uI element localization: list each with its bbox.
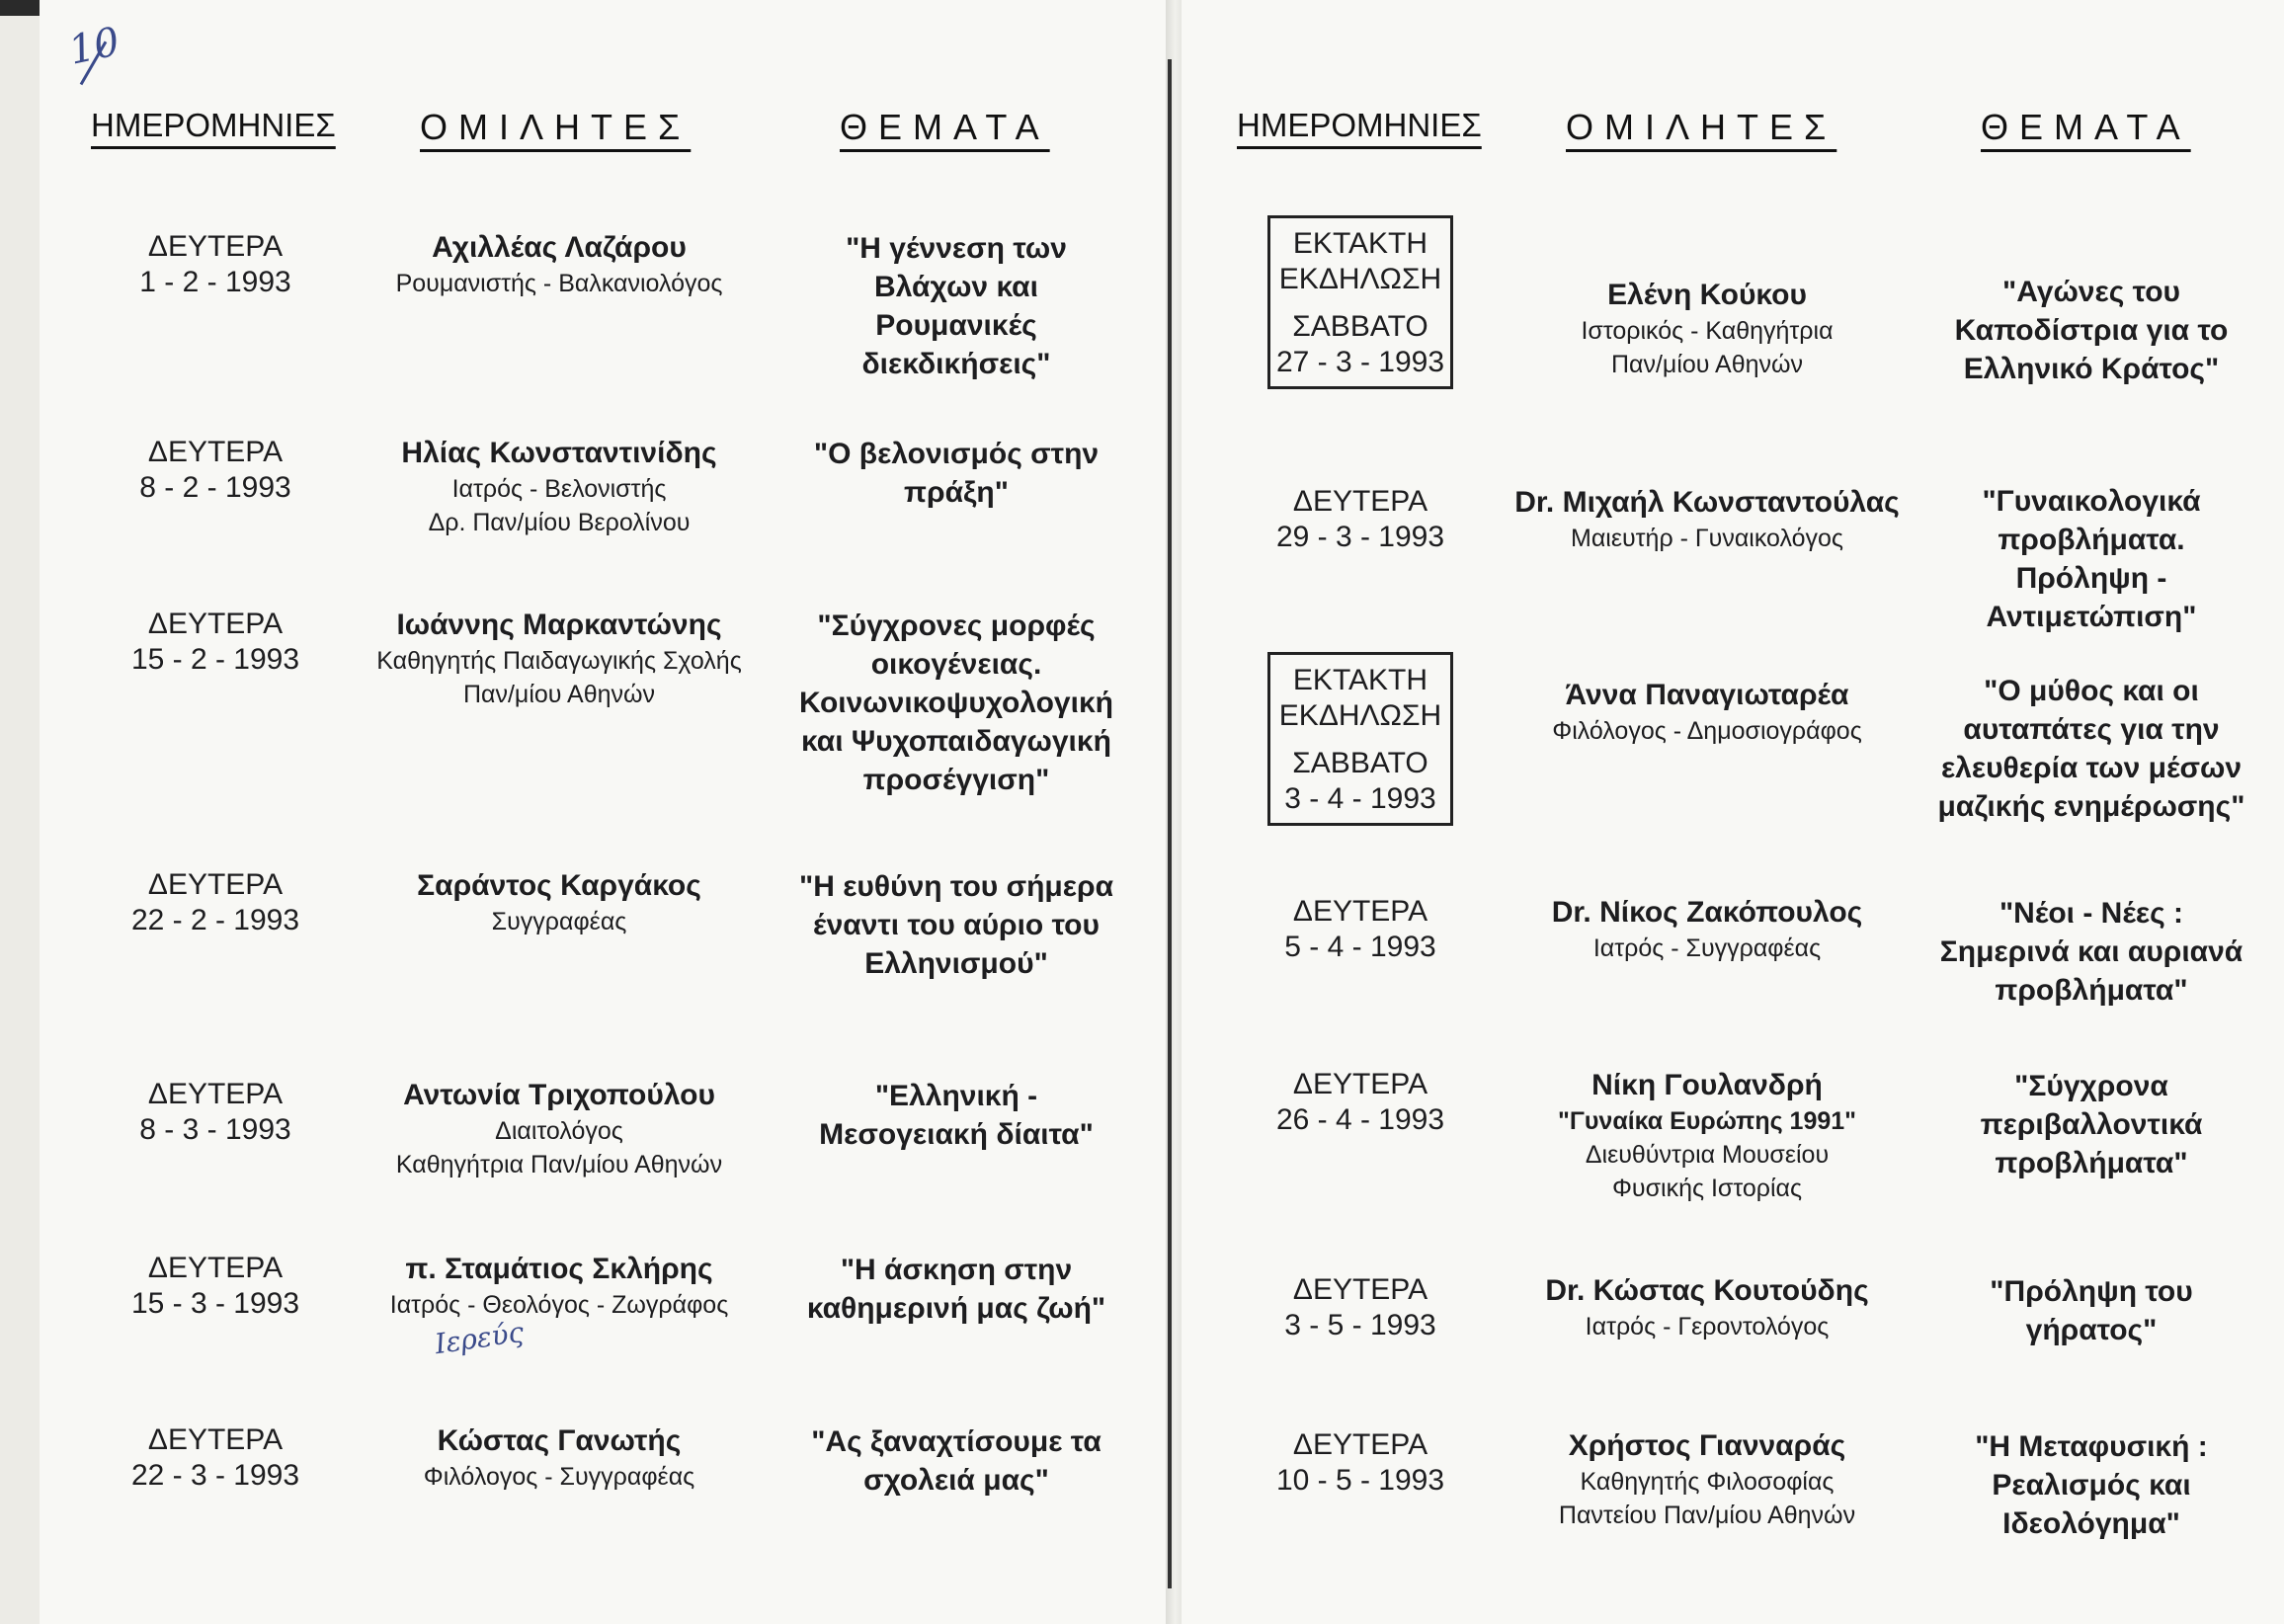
event-day: ΔΕΥΤΕΡΑ xyxy=(147,436,284,468)
speaker-name: Κώστας Γανωτής xyxy=(437,1424,682,1457)
speaker-block xyxy=(424,1422,694,1494)
spacer xyxy=(1270,297,1450,309)
speaker-block xyxy=(1552,894,1863,965)
speaker-role: Παν/μίου Αθηνών xyxy=(1610,351,1804,378)
handwritten-page-number: 10 xyxy=(64,19,124,74)
topic-block xyxy=(1938,672,2245,826)
event-date-block xyxy=(131,867,299,938)
topic-line: "Ας ξαναχτίσουμε τα xyxy=(811,1425,1101,1458)
special-event-box xyxy=(1267,652,1453,826)
event-date-block xyxy=(1276,484,1444,555)
event-date-block xyxy=(131,1251,299,1322)
topic-line: αυταπάτες για την xyxy=(1963,713,2220,746)
speaker-name: Dr. Κώστας Κουτούδης xyxy=(1545,1274,1869,1307)
speaker-name: Νίκη Γουλανδρή xyxy=(1591,1069,1823,1101)
topic-line: "Η Μεταφυσική : xyxy=(1975,1430,2208,1463)
topic-line: Καποδίστρια για το xyxy=(1954,314,2229,347)
topic-block xyxy=(1982,482,2200,636)
event-date-block xyxy=(1284,1272,1435,1343)
speaker-role: Συγγραφέας xyxy=(491,908,627,935)
topic-line: Πρόληψη - xyxy=(2015,562,2167,595)
speaker-role: Ιατρός - Γεροντολόγος xyxy=(1585,1313,1830,1340)
event-date: 27 - 3 - 1993 xyxy=(1275,346,1445,378)
topic-line: πράξη" xyxy=(904,476,1009,509)
topic-line: σχολειά μας" xyxy=(863,1464,1049,1497)
speaker-role: Φυσικής Ιστορίας xyxy=(1611,1175,1803,1202)
topic-block xyxy=(799,867,1113,983)
topic-line: μαζικής ενημέρωσης" xyxy=(1937,790,2245,823)
header-topics-left: ΘΕΜΑΤΑ xyxy=(840,107,1050,147)
speaker-role: Ιατρός - Θεολόγος - Ζωγράφος xyxy=(389,1291,729,1319)
event-date-block xyxy=(1276,1427,1444,1499)
event-day: ΔΕΥΤΕΡΑ xyxy=(1292,485,1428,518)
topic-line: Αντιμετώπιση" xyxy=(1986,601,2197,633)
event-date: 22 - 3 - 1993 xyxy=(130,1459,300,1492)
topic-line: περιβαλλοντικά xyxy=(1980,1108,2203,1141)
header-topics-right: ΘΕΜΑΤΑ xyxy=(1981,107,2191,147)
event-date: 5 - 4 - 1993 xyxy=(1284,931,1436,963)
topic-line: προβλήματα" xyxy=(1995,974,2188,1007)
topic-block xyxy=(807,1251,1105,1328)
event-date: 3 - 5 - 1993 xyxy=(1284,1309,1436,1341)
header-speakers-left: ΟΜΙΛΗΤΕΣ xyxy=(420,107,692,147)
topic-line: προβλήματα" xyxy=(1995,1147,2188,1179)
event-day: ΔΕΥΤΕΡΑ xyxy=(147,230,284,263)
topic-line: "Ο βελονισμός στην xyxy=(813,438,1100,470)
header-dates-right: ΗΜΕΡΟΜΗΝΙΕΣ xyxy=(1237,107,1482,143)
speaker-name: Αχιλλέας Λαζάρου xyxy=(432,231,687,264)
special-event-label: ΕΚΔΗΛΩΣΗ xyxy=(1278,263,1442,295)
event-day: ΔΕΥΤΕΡΑ xyxy=(1292,1273,1428,1306)
speaker-role: Ρουμανιστής - Βαλκανιολόγος xyxy=(395,270,723,297)
topic-line: "Η άσκηση στην xyxy=(840,1254,1073,1286)
topic-line: "Σύγχρονα xyxy=(2014,1070,2168,1102)
speaker-role: Φιλόλογος - Συγγραφέας xyxy=(423,1463,695,1491)
speaker-name: Άννα Παναγιωταρέα xyxy=(1565,679,1849,711)
speaker-role: Καθηγητής Φιλοσοφίας xyxy=(1580,1468,1835,1496)
speaker-role: Καθηγήτρια Παν/μίου Αθηνών xyxy=(395,1151,723,1178)
speaker-role: Διαιτολόγος xyxy=(495,1117,623,1145)
handwritten-note: Ιερεύς xyxy=(433,1315,527,1361)
event-date-block xyxy=(131,1422,299,1494)
speaker-block xyxy=(401,435,716,539)
topic-block xyxy=(814,435,1099,512)
topic-block xyxy=(799,607,1113,799)
topic-line: "Γυναικολογικά xyxy=(1982,485,2201,518)
event-date: 10 - 5 - 1993 xyxy=(1275,1464,1445,1497)
speaker-name: Ιωάννης Μαρκαντώνης xyxy=(396,609,722,641)
speaker-block xyxy=(1559,1427,1855,1532)
header-speakers-right: ΟΜΙΛΗΤΕΣ xyxy=(1566,107,1837,147)
speaker-role: Φιλόλογος - Δημοσιογράφος xyxy=(1552,717,1862,745)
topic-block xyxy=(846,229,1067,383)
speaker-title-quote: "Γυναίκα Ευρώπης 1991" xyxy=(1557,1107,1857,1135)
speaker-role: Παντείου Παν/μίου Αθηνών xyxy=(1558,1502,1856,1529)
event-date-block xyxy=(1276,1067,1444,1138)
speaker-block xyxy=(1514,484,1900,555)
event-date: 1 - 2 - 1993 xyxy=(139,266,291,298)
topic-line: Ιδεολόγημα" xyxy=(2002,1507,2180,1540)
speaker-name: Χρήστος Γιανναράς xyxy=(1568,1429,1846,1462)
speaker-block xyxy=(396,1077,722,1181)
topic-line: "Η γέννεση των xyxy=(846,232,1067,265)
topic-line: προβλήματα. xyxy=(1998,524,2185,556)
event-day: ΔΕΥΤΕΡΑ xyxy=(1292,1068,1428,1100)
topic-line: "Ο μύθος και οι xyxy=(1984,675,2199,707)
topic-line: οικογένειας. xyxy=(870,648,1042,681)
speaker-role: Ιατρός - Βελονιστής xyxy=(451,475,667,503)
event-day: ΔΕΥΤΕΡΑ xyxy=(147,868,284,901)
topic-line: "Νέοι - Νέες : xyxy=(1998,897,2184,930)
topic-line: έναντι του αύριο του xyxy=(813,909,1100,941)
event-date-block xyxy=(131,607,299,678)
speaker-role: Καθηγητής Παιδαγωγικής Σχολής xyxy=(376,647,742,675)
special-event-label: ΕΚΤΑΚΤΗ xyxy=(1292,227,1428,260)
event-date-block xyxy=(1284,894,1435,965)
event-date: 22 - 2 - 1993 xyxy=(130,904,300,936)
topic-line: Ελληνικό Κράτος" xyxy=(1963,353,2220,385)
speaker-name: Σαράντος Καργάκος xyxy=(417,869,701,902)
event-day: ΔΕΥΤΕΡΑ xyxy=(147,608,284,640)
speaker-block xyxy=(1581,277,1833,381)
event-day: ΔΕΥΤΕΡΑ xyxy=(1292,1428,1428,1461)
topic-line: γήρατος" xyxy=(2025,1314,2158,1346)
topic-block xyxy=(1955,273,2229,388)
speaker-name: Dr. Νίκος Ζακόπουλος xyxy=(1551,896,1863,929)
topic-block xyxy=(1981,1067,2203,1182)
speaker-role: Μαιευτήρ - Γυναικολόγος xyxy=(1571,525,1843,552)
event-day: ΔΕΥΤΕΡΑ xyxy=(147,1078,284,1110)
speaker-name: Ελένη Κούκου xyxy=(1607,279,1807,311)
fold-line xyxy=(1168,59,1172,1588)
speaker-name: π. Σταμάτιος Σκλήρης xyxy=(405,1253,713,1285)
event-date: 15 - 2 - 1993 xyxy=(130,643,300,676)
topic-block xyxy=(811,1422,1101,1500)
event-date-block xyxy=(139,229,290,300)
topic-line: καθημερινή μας ζωή" xyxy=(806,1292,1106,1325)
speaker-role: Ιατρός - Συγγραφέας xyxy=(1592,934,1822,962)
speaker-name: Dr. Μιχαήλ Κωνσταντούλας xyxy=(1514,486,1900,519)
speaker-role: Δρ. Παν/μίου Βερολίνου xyxy=(428,509,691,536)
speaker-block xyxy=(417,867,701,938)
topic-line: Σημερινά και αυριανά xyxy=(1939,935,2243,968)
event-date: 15 - 3 - 1993 xyxy=(130,1287,300,1320)
topic-block xyxy=(819,1077,1094,1154)
topic-line: ελευθερία των μέσων xyxy=(1940,752,2243,784)
topic-line: διεκδικήσεις" xyxy=(861,348,1051,380)
scan-edge-mark xyxy=(0,0,40,16)
topic-line: "Σύγχρονες μορφές xyxy=(817,609,1096,642)
speaker-block xyxy=(390,1251,729,1322)
event-date-block xyxy=(139,1077,290,1148)
special-event-label: ΕΚΔΗΛΩΣΗ xyxy=(1278,699,1442,732)
topic-line: "Πρόληψη του xyxy=(1990,1275,2193,1308)
topic-block xyxy=(1975,1427,2208,1543)
event-date: 3 - 4 - 1993 xyxy=(1284,782,1436,815)
event-day: ΣΑΒΒΑΤΟ xyxy=(1292,747,1428,779)
topic-line: "Η ευθύνη του σήμερα xyxy=(798,870,1114,903)
speaker-name: Ηλίας Κωνσταντινίδης xyxy=(401,437,717,469)
speaker-block xyxy=(1552,677,1862,748)
speaker-role: Διευθύντρια Μουσείου xyxy=(1585,1141,1830,1169)
event-day: ΔΕΥΤΕΡΑ xyxy=(147,1423,284,1456)
topic-line: Ρεαλισμός και xyxy=(1992,1469,2191,1502)
event-day: ΔΕΥΤΕΡΑ xyxy=(147,1252,284,1284)
topic-line: "Αγώνες του xyxy=(2001,276,2180,308)
spacer xyxy=(1270,734,1450,746)
speaker-role: Παν/μίου Αθηνών xyxy=(462,681,656,708)
topic-line: Βλάχων και xyxy=(874,271,1038,303)
special-event-box xyxy=(1267,215,1453,389)
special-event-label: ΕΚΤΑΚΤΗ xyxy=(1292,664,1428,696)
topic-line: "Ελληνική - xyxy=(874,1080,1038,1112)
speaker-block xyxy=(1545,1272,1868,1343)
speaker-block xyxy=(376,607,742,711)
topic-line: Ελληνισμού" xyxy=(864,947,1048,980)
topic-line: και Ψυχοπαιδαγωγική xyxy=(801,725,1111,758)
speaker-name: Αντωνία Τριχοπούλου xyxy=(403,1079,715,1111)
topic-block xyxy=(1990,1272,2192,1349)
header-dates-left: ΗΜΕΡΟΜΗΝΙΕΣ xyxy=(91,107,336,143)
topic-line: προσέγγιση" xyxy=(862,764,1050,796)
topic-block xyxy=(1940,894,2243,1010)
speaker-role: Ιστορικός - Καθηγήτρια xyxy=(1581,317,1834,345)
event-date: 8 - 2 - 1993 xyxy=(139,471,291,504)
event-date-block xyxy=(139,435,290,506)
speaker-block xyxy=(396,229,723,300)
topic-line: Κοινωνικοψυχολογική xyxy=(798,687,1114,719)
event-date: 29 - 3 - 1993 xyxy=(1275,521,1445,553)
event-day: ΣΑΒΒΑΤΟ xyxy=(1292,310,1428,343)
event-date: 26 - 4 - 1993 xyxy=(1275,1103,1445,1136)
speaker-block xyxy=(1558,1067,1856,1205)
topic-line: Μεσογειακή δίαιτα" xyxy=(819,1118,1094,1151)
event-date: 8 - 3 - 1993 xyxy=(139,1113,291,1146)
event-day: ΔΕΥΤΕΡΑ xyxy=(1292,895,1428,928)
topic-line: Ρουμανικές xyxy=(875,309,1037,342)
